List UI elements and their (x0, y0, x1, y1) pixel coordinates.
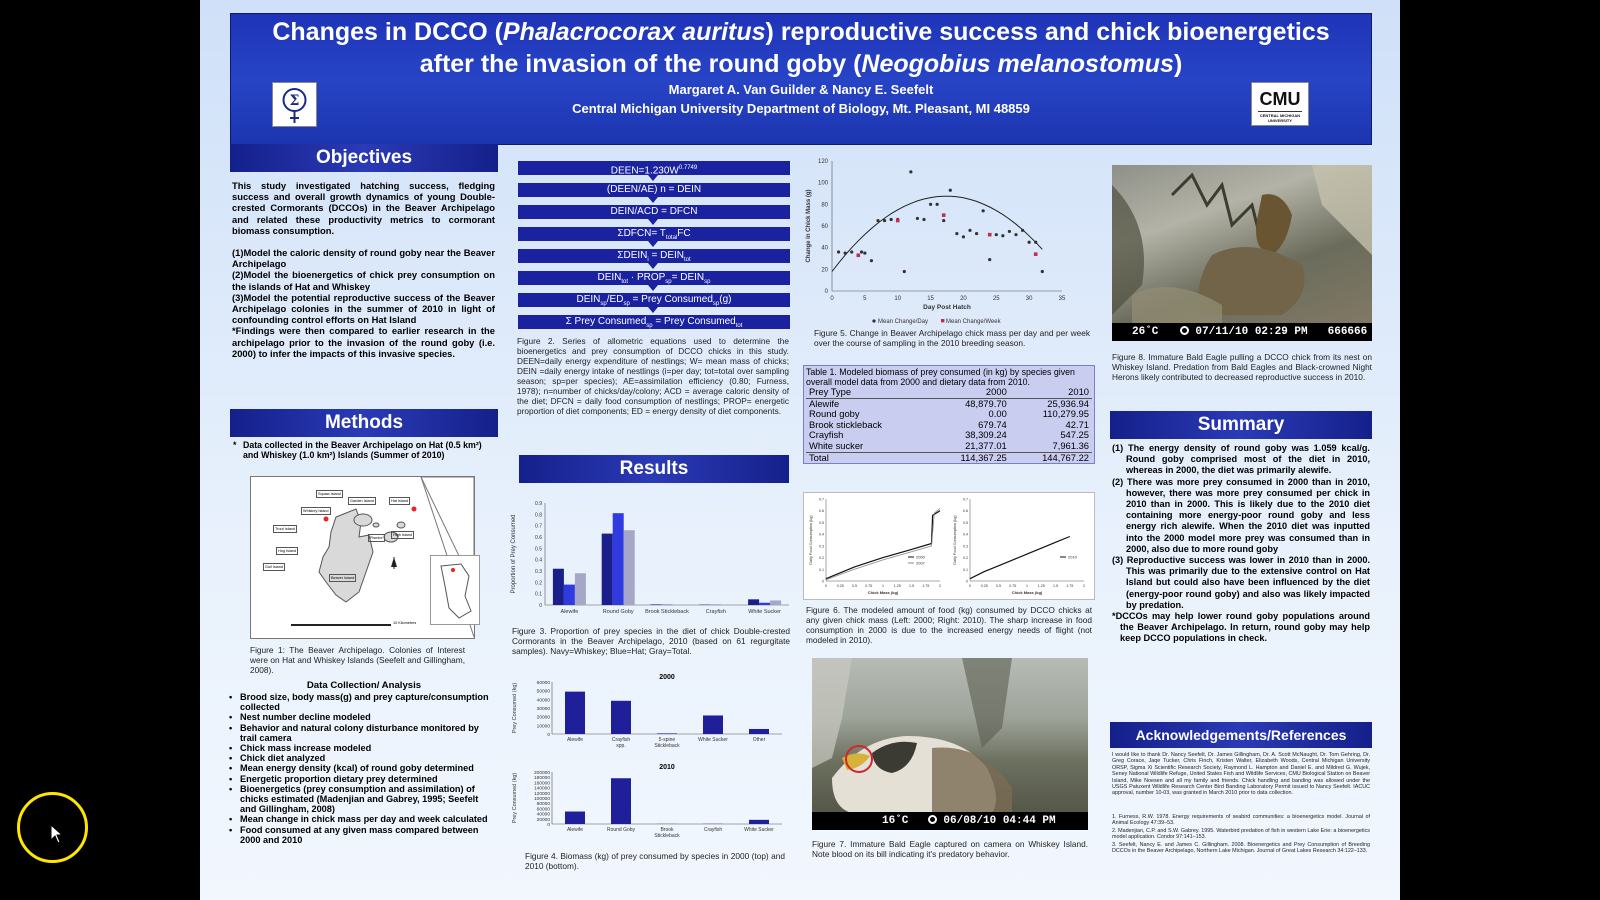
y-tick-label: 60 (821, 224, 828, 230)
figure3-chart (507, 495, 797, 625)
mouse-pointer-icon (50, 824, 64, 844)
y-tick-label: 0.4 (963, 532, 968, 537)
y-tick-label: 0.6 (535, 535, 542, 541)
bar (565, 692, 585, 734)
data-point (883, 219, 886, 222)
series-line (826, 511, 940, 579)
data-point (860, 250, 863, 253)
x-tick-label: 1 (882, 584, 884, 588)
y-tick-label: 0 (539, 603, 542, 609)
x-tick-label: Alewife (560, 609, 579, 615)
equation: ΣDFCN= $T_{total}FC$ (518, 227, 790, 241)
x-tick-label: Crayfish (703, 827, 723, 833)
bar (624, 530, 635, 605)
figure4-caption: Figure 4. Biomass (kg) of prey consumed by species in 2000 (top) and 2010 (bottom). (525, 851, 785, 871)
x-tick-label: Stickleback (654, 743, 680, 749)
data-point (870, 259, 873, 262)
x-tick-label: 20 (960, 296, 967, 302)
legend-marker (941, 319, 944, 322)
data-point (929, 203, 932, 206)
ack-heading: Acknowledgements/References (1110, 722, 1372, 748)
x-tick-label: Alewife (566, 827, 584, 833)
y-tick-label: 0 (824, 289, 828, 295)
y-tick-label: 20 (821, 267, 828, 274)
data-point (942, 213, 946, 217)
y-tick-label: 0 (547, 823, 550, 828)
sigma-xi-logo (272, 82, 317, 127)
methods-bullet: * Data collected in the Beaver Archipelago on Hat (0.5 km²) and Whiskey (1.0 km²) Islands (Summer of 2010) (233, 440, 482, 461)
y-tick-label: 0.3 (963, 544, 968, 549)
bar (749, 820, 769, 824)
bar (611, 701, 631, 734)
data-collection-item: • Chick diet analyzed (228, 753, 490, 763)
y-tick-label: 80000 (536, 802, 550, 808)
data-point (975, 232, 978, 235)
y-tick-label: 0.7 (963, 497, 968, 502)
y-tick-label: 50000 (536, 689, 550, 695)
table-header: Prey Type (809, 386, 852, 397)
x-tick-label: Other (752, 737, 766, 743)
data-point (1041, 270, 1044, 273)
bar (613, 513, 624, 605)
x-tick-label: Brook Stickleback (645, 609, 689, 615)
y-tick-label: 80 (821, 202, 828, 209)
x-tick-label: 10 (894, 296, 902, 302)
eagle-camera-photo (812, 658, 1088, 830)
table1-grid (806, 387, 1092, 463)
bar (748, 599, 759, 605)
x-tick-label: spp. (616, 743, 626, 749)
equation: (DEEN/AE) n = DEIN (518, 183, 790, 197)
bar (703, 715, 723, 734)
table-row: Crayfish 38,309.24 547.25 (809, 429, 1089, 441)
data-point (844, 251, 847, 254)
y-tick-label: 0.3 (819, 544, 824, 549)
data-point (1021, 229, 1024, 232)
data-point (936, 203, 939, 206)
data-collection-item: • Food consumed at any given mass compared between 2000 and 2010 (228, 825, 490, 845)
y-tick-label: 40000 (536, 698, 550, 704)
reference-item: 2. Madenjian, C.P. and S.W. Gabrey. 1995. Waterbird predation of fish in western Lake Erie: a bioenergetics model application. Condor 97:141–153. (1112, 827, 1370, 841)
reference-item: 3. Seefelt, Nancy E. and James C. Gillingham. 2008. Bioenergetics and Prey Consumption of Breeding DCCOs in the Beaver Archipelago, Northern Lake Michigan. Journal of Great Lakes Research 34:122–133. (1112, 841, 1370, 855)
x-tick-label: Crayfish (705, 609, 726, 615)
data-point (863, 251, 866, 254)
x-tick-label: 30 (1025, 296, 1033, 302)
data-point (837, 250, 840, 253)
camera-stamp: 26˚C 07/11/10 02:29 PM 666666 (1112, 323, 1372, 341)
y-tick-label: 10000 (536, 724, 550, 730)
data-point (949, 189, 952, 192)
x-tick-label: Round Goby (602, 609, 634, 615)
map-label: Hat Island (391, 499, 409, 503)
poster-title: Changes in DCCO (Phalacrocorax auritus) reproductive success and chick bioenergetics after the invasion of the round goby (Neogobius melanostomus) (272, 18, 1330, 78)
x-tick-label: 0 (825, 584, 827, 588)
equation: Σ Prey Consumed$_{sp}$ = Prey Consumed$_{tot}$ (518, 315, 790, 329)
data-point (988, 258, 991, 261)
legend-label: 2000 (916, 554, 925, 560)
data-collection-item: • Mean change in chick mass per day and week calculated (228, 814, 490, 824)
y-tick-label: 60000 (536, 807, 550, 813)
data-point (995, 233, 998, 236)
camera-stamp: 16˚C 06/08/10 04:44 PM (812, 812, 1088, 830)
data-collection-item: • Chick mass increase modeled (228, 743, 490, 753)
data-collection-heading: Data Collection/ Analysis (306, 680, 422, 691)
data-point (1014, 233, 1017, 236)
figure5-chart (802, 155, 1094, 330)
affiliation: Central Michigan University Department of Biology, Mt. Pleasant, MI 48859 (572, 101, 1030, 116)
y-tick-label: 30000 (536, 707, 550, 712)
y-tick-label: 120 (817, 159, 828, 165)
data-point (916, 217, 919, 220)
michigan-inset-map (430, 555, 480, 625)
figure7-caption: Figure 7. Immature Bald Eagle captured on camera on Whiskey Island. Note blood on its bill indicating it's predatory behavior. (812, 839, 1088, 859)
data-point (903, 270, 906, 273)
bar (749, 729, 769, 734)
chart-title: 2010 (659, 764, 675, 771)
table-row: Total 114,367.25 144,767.22 (806, 452, 1092, 463)
y-tick-label: 120000 (533, 791, 550, 797)
equation: $DEIN_{tot}$ · $PROP_{sp}=$ $DEIN_{sp}$ (518, 271, 790, 285)
bar (651, 604, 662, 605)
x-tick-label: 1.5 (909, 584, 914, 588)
y-tick-label: 160000 (533, 781, 550, 787)
y-axis-label: Prey Consumed (kg) (512, 682, 518, 734)
x-tick-label: 15 (927, 296, 934, 302)
table-header: 2010 (1068, 386, 1089, 397)
y-axis-label: Change in Chick Mass (g) (806, 189, 812, 263)
table1-caption: Table 1. Modeled biomass of prey consumed (in kg) by species given overall model data from 2000 and dietary data from 2010. (806, 367, 1075, 387)
x-tick-label: 1.25 (893, 584, 901, 588)
data-point (942, 219, 945, 222)
map-label: Squaw Island (318, 492, 341, 496)
x-tick-label: 1 (1026, 584, 1028, 588)
y-tick-label: 0 (822, 579, 824, 584)
objectives-heading: Objectives (230, 144, 498, 172)
map-label: Garden Island (350, 499, 374, 503)
summary-item: *DCCOs may help lower round goby populations around the Beaver Archipelago. In return, round goby may help keep DCCO populations in check. (1112, 611, 1370, 644)
x-axis-label: Day Post Hatch (923, 304, 971, 311)
x-tick-label: 25 (992, 296, 1000, 302)
y-tick-label: 0.2 (535, 580, 542, 587)
data-point (896, 219, 900, 223)
figure5-caption: Figure 5. Change in Beaver Archipelago chick mass per day and per week over the course of sampling in the 2010 breeding season. (814, 328, 1090, 348)
y-tick-label: 0.2 (819, 556, 824, 561)
data-point (876, 219, 879, 222)
x-axis-label: Chick Mass (kg) (867, 590, 899, 595)
y-tick-label: 0.5 (963, 520, 968, 525)
objectives-text: This study investigated hatching success, fledging success and overall growth dynamics of young Double-crested Cormorants (DCCOs) in the Beaver Archipelago and related these productivity metrics to cormorant biomass consumption. (1)Model the caloric density of round goby near the Beaver Archipelago (2)Model the bioenergetics of chick prey consumption on the islands of Hat and Whiskey (3)Model the potential reproductive success of the Beaver Archipelago colonies in the summer of 2010 in light of confounding control efforts on Hat Island *Findings were then compared to earlier research in the archipelago prior to the invasion of the round goby (i.e. 2000) to infer the impacts of this invasive species. (232, 180, 495, 359)
y-tick-label: 20000 (536, 715, 550, 721)
y-tick-label: 0.4 (819, 532, 824, 537)
ack-text: I would like to thank Dr. Nancy Seefelt, Dr. James Gillingham, Dr. A. Scott McNaught, Dr. Tom Gehring, Dr. Greg Corace, Jaqe Tucker, Chris Finch, Kristen Walter, Elizabeth Woods, Central Michigan University ORSP, Sigma Xi Scientific Research Society, Raymond L. Hampton and Daniel E. and Mildred G. Wujek, Seney National Wildlife Refuge, United States Fish and Wildlife Services, CMU Biological Station on Beaver Island, Mike Noesen and all my family and friends. Chick handling and banding was allowed under the USGS Patuxent Wildlife Research Center Bird Banding Laboratory Permit issued to Nancy Seefelt. IACUC approval, number 10-03, was granted in March 2010 prior to data collection. (1112, 752, 1370, 797)
y-tick-label: 0.2 (963, 556, 968, 561)
y-tick-label: 0.8 (535, 512, 542, 519)
bar (553, 569, 564, 605)
legend-label: Mean Change/Week (946, 319, 1001, 325)
map-label: Gull Island (265, 565, 283, 569)
figure6-chart-left (808, 495, 948, 599)
x-axis-label: Chick Mass (kg) (1011, 590, 1043, 595)
map-label: Beaver Island (331, 576, 355, 580)
y-tick-label: 200000 (533, 771, 550, 776)
summary-item: (2) There was more prey consumed in 2000 than in 2010, however, there was more prey consumed per chick in 2010 than in 2000. This is likely due to the 2010 diet containing more energy-poor round goby and less energy rich alewife. When the 2010 diet was inputted into the 2000 model more prey was consumed than in 2000, also due to more round goby (1112, 476, 1370, 554)
data-collection-item: • Brood size, body mass(g) and prey capture/consumption collected (228, 692, 490, 712)
y-tick-label: 180000 (533, 776, 550, 782)
map-scale: 10 Kilometers (393, 621, 417, 625)
y-tick-label: 0.5 (535, 546, 542, 553)
summary-heading: Summary (1110, 411, 1372, 439)
data-point (982, 209, 985, 212)
x-tick-label: White Sucker (748, 609, 781, 615)
poster (200, 0, 1400, 900)
figure6-panel (803, 492, 1095, 600)
y-tick-label: 0.1 (963, 567, 968, 572)
legend-label: Mean Change/Day (878, 319, 929, 325)
svg-text:Σ: Σ (289, 93, 300, 109)
bar (611, 778, 631, 824)
figure2-caption: Figure 2. Series of allometric equations used to determine the bioenergetics and prey consumption of DCCO chicks in this study. DEEN=daily energy expenditure of nestlings; W= mean mass of chicks; DEIN =daily energy intake of nestlings (i=per day; tot=total over sampling season; sp=per species); AE=assimilation efficiency (0.80; Furness, 1978); n=number of chicks/day/colony; ACD = average caloric density of the diet; DFCN = daily food consumption of nestlings; PROP= energetic proportion of diet components; ED = energy density of diet components. (517, 336, 789, 416)
equation: $DEIN_{sp}/ED_{sp}$ = Prey Consumed$_{sp}$(g) (518, 293, 790, 307)
figure6-chart-right (952, 495, 1092, 599)
methods-heading: Methods (230, 409, 498, 437)
data-point (909, 170, 912, 173)
equation: DEIN/ACD = DFCN (518, 205, 790, 219)
data-point (850, 250, 853, 253)
figure6-caption: Figure 6. The modeled amount of food (kg) consumed by DCCO chicks at any given chick mass (Left: 2000; Right: 2010). The sharp increase in food consumption in 2000 is due to the increased energy needs of flight (not modeled in 2010). (806, 605, 1092, 645)
table-row: Alewife 48,879.70 25,936.94 (809, 397, 1089, 409)
trendline (832, 196, 1042, 271)
poster-header (230, 13, 1372, 145)
y-tick-label: 0.7 (535, 523, 542, 530)
y-tick-label: 0.1 (535, 591, 542, 598)
data-point (962, 235, 965, 238)
y-tick-label: 0.6 (963, 509, 968, 514)
x-tick-label: 0.75 (865, 584, 873, 588)
data-point (955, 232, 958, 235)
x-tick-label: White Sucker (744, 827, 774, 833)
equation: $\Sigma DEIN_i$ = $DEIN_{tot}$ (518, 249, 790, 263)
map-label: Pismire (370, 536, 383, 540)
y-tick-label: 40 (821, 245, 828, 252)
map-label: Hog Island (278, 549, 297, 553)
x-tick-label: 1.5 (1053, 584, 1058, 588)
series-line (970, 537, 1070, 579)
bar (565, 812, 585, 824)
data-point (988, 233, 992, 237)
x-tick-label: Round Goby (606, 827, 636, 833)
data-collection-item: • Bioenergetics (prey consumption and assimilation) of chicks estimated (Madenjian and Gabrey, 1995; Seefelt and Gillingham, 2008) (228, 784, 490, 815)
y-tick-label: 0.1 (819, 567, 824, 572)
reference-item: 1. Furness, R.W. 1978. Energy requirements of seabird communities: a bioenergetics model. Journal of Animal Ecology 47:39–53. (1112, 814, 1370, 827)
x-tick-label: Alewife (566, 737, 584, 743)
data-collection-item: • Behavior and natural colony disturbance monitored by trail camera (228, 723, 490, 743)
chart-title: 2000 (659, 674, 675, 681)
x-tick-label: 2 (1083, 584, 1085, 588)
x-tick-label: 0.25 (836, 584, 844, 588)
y-tick-label: 0.3 (535, 569, 542, 575)
bar (657, 733, 677, 734)
series-line (826, 508, 940, 579)
y-axis-label: Prey Consumed (kg) (512, 772, 518, 824)
x-tick-label: 0 (830, 296, 834, 302)
data-collection-item: • Nest number decline modeled (228, 712, 490, 722)
figure8-caption: Figure 8. Immature Bald Eagle pulling a DCCO chick from its nest on Whiskey Island. Predation from Bald Eagles and Black-crowned Night Herons likely contributed to decreased reproductive success in 2010. (1112, 352, 1372, 382)
data-point (1001, 234, 1004, 237)
x-tick-label: 1.25 (1037, 584, 1045, 588)
authors: Margaret A. Van Guilder & Nancy E. Seefelt (668, 82, 934, 97)
table-header: 2000 (985, 386, 1007, 397)
y-tick-label: 0 (966, 579, 968, 584)
y-tick-label: 0 (547, 733, 550, 738)
x-tick-label: 2 (939, 584, 941, 588)
figure4-chart-2000 (510, 672, 790, 762)
map-label: Trout Island (275, 527, 295, 531)
bar (564, 585, 575, 605)
summary-text (1112, 443, 1370, 645)
map-label: High Island (393, 533, 412, 537)
results-heading: Results (519, 455, 789, 483)
x-tick-label: 5 (863, 296, 867, 302)
data-point (922, 218, 925, 221)
data-collection-item: • Mean energy density (kcal) of round goby determined (228, 763, 490, 773)
y-tick-label: 0.7 (819, 497, 824, 502)
table1 (803, 365, 1095, 464)
x-tick-label: 0.5 (852, 584, 857, 588)
equations-block (518, 161, 790, 333)
figure4-chart-2010 (510, 762, 790, 850)
map-label: Whiskey Island (303, 509, 329, 513)
references-list (1112, 814, 1370, 855)
figure1-caption: Figure 1: The Beaver Archipelago. Colonies of Interest were on Hat and Whiskey Islands (Seefelt and Gillingham, 2008). (250, 645, 465, 675)
moon-icon (928, 815, 937, 824)
y-tick-label: 0.6 (819, 509, 824, 514)
data-collection-item: • Energetic proportion dietary prey determined (228, 774, 490, 784)
legend-marker (872, 319, 875, 322)
y-tick-label: 0.4 (535, 557, 542, 564)
moon-icon (1180, 326, 1189, 335)
x-tick-label: Crayfish (611, 737, 631, 743)
x-tick-label: 0.25 (980, 584, 988, 588)
data-point (890, 218, 893, 221)
table-row: Round goby 0.00 110,279.95 (809, 408, 1089, 420)
y-tick-label: 140000 (533, 786, 550, 792)
legend-label: 2010 (1068, 554, 1077, 560)
figure3-caption: Figure 3. Proportion of prey species in the diet of chick Double-crested Cormorants in the Beaver Archipelago, 2010 (based on 61 regurgitate samples). Navy=Whiskey; Blue=Hat; Gray=Total. (512, 626, 790, 656)
table-row: Brook stickleback 679.74 42.71 (809, 418, 1089, 430)
y-tick-label: 100000 (533, 797, 550, 802)
x-tick-label: 1.75 (1066, 584, 1074, 588)
y-axis-label: Daily Food Consumption (kg) (953, 515, 957, 565)
bar (759, 603, 770, 605)
x-tick-label: 0 (969, 584, 971, 588)
y-tick-label: 60000 (536, 681, 550, 686)
data-point (1008, 230, 1011, 233)
table-row: White sucker 21,377.01 7,961.36 (809, 439, 1089, 451)
y-axis-label: Proportion of Prey Consumed (511, 514, 517, 594)
x-tick-label: 0.5 (996, 584, 1001, 588)
bar (575, 573, 586, 605)
data-point (1034, 252, 1038, 256)
cmu-logo: CMU CENTRAL MICHIGAN UNIVERSITY (1251, 82, 1309, 126)
equation: $DEEN=1.230W^{0.7749}$ (518, 161, 790, 175)
y-tick-label: 20000 (536, 817, 550, 823)
x-tick-label: 5-spine (658, 737, 676, 743)
y-tick-label: 40000 (536, 812, 550, 818)
x-tick-label: 1.75 (922, 584, 930, 588)
x-tick-label: Brook (660, 827, 674, 833)
y-tick-label: 0.5 (819, 520, 824, 525)
data-point (856, 253, 860, 257)
x-tick-label: Stickleback (654, 833, 680, 839)
summary-item: (1) The energy density of round goby was 1.059 kcal/g. Round goby comprised most of the diet in 2010, whereas in 2000, the diet was primarily alewife. (1112, 443, 1370, 476)
y-axis-label: Daily Food Consumption (kg) (809, 515, 813, 565)
x-tick-label: 0.75 (1009, 584, 1017, 588)
x-tick-label: White Sucker (698, 737, 728, 743)
data-point (1028, 241, 1031, 244)
y-tick-label: 100 (817, 180, 828, 187)
data-point (1034, 241, 1037, 244)
data-collection-list (228, 692, 490, 845)
bar (602, 534, 613, 605)
data-point (968, 229, 971, 232)
eagle-nest-photo (1112, 165, 1372, 341)
bar (770, 600, 781, 605)
x-tick-label: 35 (1058, 296, 1066, 302)
legend-label: 2007 (916, 560, 925, 566)
summary-item: (3) Reproductive success was lower in 2010 than in 2000. This was primarily due to the extensive control on Hat Island but could also have been influenced by the diet (energy-poor round goby) and also was likely impacted by predation. (1112, 555, 1370, 610)
y-tick-label: 0.9 (535, 501, 542, 507)
